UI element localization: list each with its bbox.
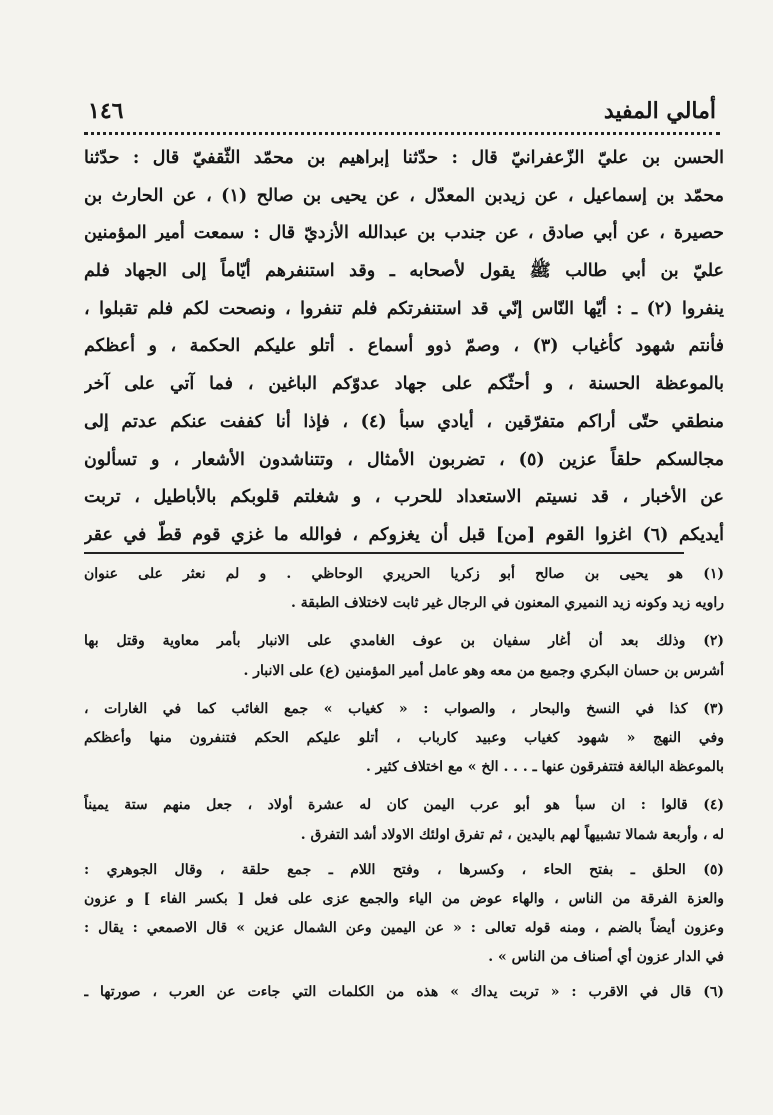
footnote-line: في الدار عزون أي أصناف من الناس » . (488, 949, 724, 966)
book-title: أمالي المفيد (603, 98, 716, 124)
footnotes (84, 560, 724, 1008)
footnote-separator (84, 552, 684, 554)
footnote-line: (٣) كذا في النسخ والبحار ، والصواب : « كغياب » جمع الغائب كما في الغارات ، (84, 700, 724, 717)
text-line: عن الأخبار ، قد نسيتم الاستعداد للحرب ، و شغلتم قلوبكم بالأباطيل ، تربت (84, 487, 724, 508)
footnote-2 (84, 627, 724, 685)
text-line: مجالسكم حلقاً عزين (٥) ، تضربون الأمثال ، وتتناشدون الأشعار ، و تسألون (84, 449, 724, 470)
footnote-line: (٢) وذلك بعد أن أغار سفيان بن عوف الغامدي على الانبار بأمر معاوية وقتل بها (84, 633, 724, 650)
footnote-line: (٤) قالوا : ان سبأ هو أبو عرب اليمن كان له عشرة أولاد ، جعل منهم ستة يميناً (84, 797, 724, 814)
footnote-line: راويه زيد وكونه زيد النميري المعنون في الرجال غير ثابت لاختلاف الطبقة . (291, 595, 724, 612)
footnote-line: له ، وأربعة شمالا تشبيهاً لهم باليدين ، ثم تفرق اولئك الاولاد أشد التفرق . (300, 826, 724, 843)
footnote-line: وفي النهج « شهود كغياب وعبيد كارباب ، أتلو عليكم الحكم فتنفرون منها وأعظكم (84, 729, 724, 746)
footnote-6 (84, 978, 724, 1007)
text-line: بالموعظة الحسنة ، و أحثّكم على جهاد عدوّكم الباغين ، فما آتي على آخر (84, 374, 724, 395)
text-line: حصيرة ، عن أبي صادق ، عن جندب بن عبدالله الأزديّ قال : سمعت أمير المؤمنين (84, 223, 724, 244)
footnote-4 (84, 791, 724, 849)
text-line: ينفروا (٢) ـ : أيّها النّاس إنّي قد استنفرتكم فلم تنفروا ، ونصحت لكم فلم تقبلوا ، (84, 298, 724, 319)
text-line: محمّد بن إسماعيل ، عن زيدبن المعدّل ، عن يحيى بن صالح (١) ، عن الحارث بن (84, 185, 724, 206)
footnote-line: والعزة الفرقة من الناس ، والهاء عوض من الياء والجمع عزى على فعل [ بكسر الفاء ] و عزون (84, 890, 724, 907)
text-line: أيديكم (٦) اغزوا القوم [من] قبل أن يغزوكم ، فوالله ما غزي قوم قطّ في عقر (84, 524, 724, 545)
footnote-line: وعزون أيضاً بالضم ، ومنه قوله تعالى : « عن اليمين وعن الشمال عزين » قال الاصمعي : يقال : (84, 920, 724, 937)
footnote-line: (٦) قال في الاقرب : « تربت يداك » هذه من الكلمات التي جاءت عن العرب ، صورتها ـ (84, 984, 724, 1001)
footnote-5 (84, 856, 724, 973)
text-line: عليّ بن أبي طالب ﷺ يقول لأصحابه ـ وقد استنفرهم أيّاماً إلى الجهاد فلم (84, 261, 724, 282)
header-dotted-rule (84, 132, 720, 135)
text-line: فأنتم شهود كأغياب (٣) ، وصمّ ذوو أسماع . أتلو عليكم الحكمة ، و أعظكم (84, 336, 724, 357)
text-line: منطقي حتّى أراكم متفرّقين ، أيادي سبأ (٤) ، فإذا أنا كففت عنكم عدتم إلى (84, 411, 724, 432)
main-text (84, 140, 724, 555)
text-line: الحسن بن عليّ الزّعفرانيّ قال : حدّثنا إبراهيم بن محمّد الثّقفيّ قال : حدّثنا (84, 148, 724, 168)
footnote-3 (84, 695, 724, 783)
footnote-line: أشرس بن حسان البكري وجميع من معه وهو عامل أمير المؤمنين (ع) على الانبار . (243, 662, 724, 679)
footnote-line: بالموعظة البالغة فتتفرقون عنها ـ . . . الخ » مع اختلاف كثير . (365, 759, 724, 776)
footnote-1 (84, 560, 724, 618)
footnote-line: (١) هو يحيى بن صالح أبو زكريا الحريري الوحاظي . و لم نعثر على عنوان (84, 566, 724, 582)
footnote-line: (٥) الحلق ـ بفتح الحاء ، وكسرها ، وفتح اللام ـ جمع حلقة ، وقال الجوهري : (84, 861, 724, 878)
running-header (84, 98, 716, 128)
page-number: ١٤٦ (88, 98, 124, 124)
